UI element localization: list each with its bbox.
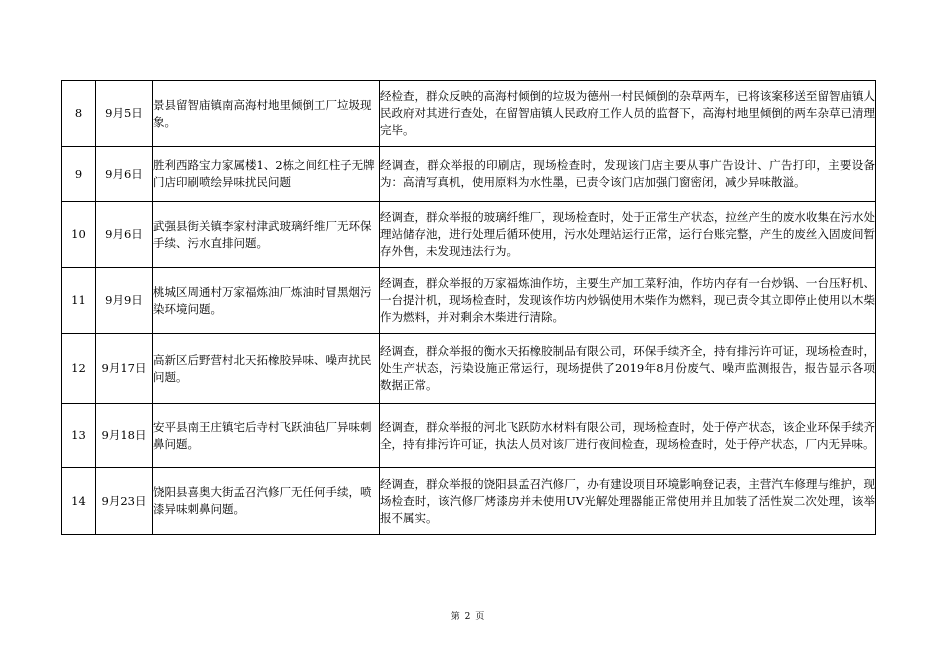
row-date: 9月6日	[96, 202, 153, 268]
row-number: 13	[62, 404, 96, 468]
row-issue: 安平县南王庄镇宅后寺村飞跃油毡厂异味刺鼻问题。	[153, 404, 380, 468]
row-date: 9月9日	[96, 268, 153, 334]
row-issue: 武强县街关镇李家村津武玻璃纤维厂无环保手续、污水直排问题。	[153, 202, 380, 268]
complaint-table	[61, 80, 876, 535]
row-number: 14	[62, 468, 96, 535]
row-result: 经调查，群众举报的饶阳县孟召汽修厂，办有建设项目环境影响登记表，主营汽车修理与维护，现场检查时，该汽修厂烤漆房并未使用UV光解处理器能正常使用并且加装了活性炭二次处理，该举报不属实。	[380, 468, 876, 535]
row-date: 9月6日	[96, 147, 153, 202]
row-issue: 胜利西路宝力家属楼1、2栋之间红柱子无牌门店印刷喷绘异味扰民问题	[153, 147, 380, 202]
row-result: 经调查，群众举报的印刷店，现场检查时，发现该门店主要从事广告设计、广告打印，主要设备为：高清写真机，使用原料为水性墨，已责令该门店加强门窗密闭，减少异味散溢。	[380, 147, 876, 202]
page-number: 第 2 页	[450, 612, 486, 622]
table-row	[62, 202, 876, 268]
row-date: 9月5日	[96, 81, 153, 147]
row-result: 经检查，群众反映的高海村倾倒的垃圾为德州一村民倾倒的杂草两车，已将该案移送至留智庙镇人民政府对其进行查处，在留智庙镇人民政府工作人员的监督下，高海村地里倾倒的两车杂草已清理完毕。	[380, 81, 876, 147]
row-date: 9月23日	[96, 468, 153, 535]
table-row	[62, 404, 876, 468]
row-number: 10	[62, 202, 96, 268]
row-number: 12	[62, 334, 96, 404]
table-row	[62, 468, 876, 535]
row-result: 经调查，群众举报的万家福炼油作坊，主要生产加工菜籽油，作坊内存有一台炒锅、一台压籽机、一台提汁机，现场检查时，发现该作坊内炒锅使用木柴作为燃料，现已责令其立即停止使用以木柴作为燃料，并对剩余木柴进行清除。	[380, 268, 876, 334]
row-issue: 景县留智庙镇南高海村地里倾倒工厂垃圾现象。	[153, 81, 380, 147]
row-result: 经调查，群众举报的玻璃纤维厂，现场检查时，处于正常生产状态，拉丝产生的废水收集在污水处理站储存池，进行处理后循环使用，污水处理站运行正常，运行台账完整，产生的废丝入固废间暂存外售，未发现违法行为。	[380, 202, 876, 268]
table-row	[62, 334, 876, 404]
table-row	[62, 147, 876, 202]
row-date: 9月17日	[96, 334, 153, 404]
row-number: 11	[62, 268, 96, 334]
row-number: 8	[62, 81, 96, 147]
row-date: 9月18日	[96, 404, 153, 468]
row-result: 经调查，群众举报的衡水天拓橡胶制品有限公司，环保手续齐全，持有排污许可证，现场检查时，处生产状态，污染设施正常运行，现场提供了2019年8月份废气、噪声监测报告，报告显示各项数据正常。	[380, 334, 876, 404]
row-issue: 桃城区周通村万家福炼油厂炼油时冒黑烟污染环境问题。	[153, 268, 380, 334]
row-issue: 高新区后野营村北天拓橡胶异味、噪声扰民问题。	[153, 334, 380, 404]
row-result: 经调查，群众举报的河北飞跃防水材料有限公司，现场检查时，处于停产状态，该企业环保手续齐全，持有排污许可证，执法人员对该厂进行夜间检查，现场检查时，处于停产状态，厂内无异味。	[380, 404, 876, 468]
table-row	[62, 268, 876, 334]
row-issue: 饶阳县喜奥大街孟召汽修厂无任何手续，喷漆异味刺鼻问题。	[153, 468, 380, 535]
table-row	[62, 81, 876, 147]
row-number: 9	[62, 147, 96, 202]
